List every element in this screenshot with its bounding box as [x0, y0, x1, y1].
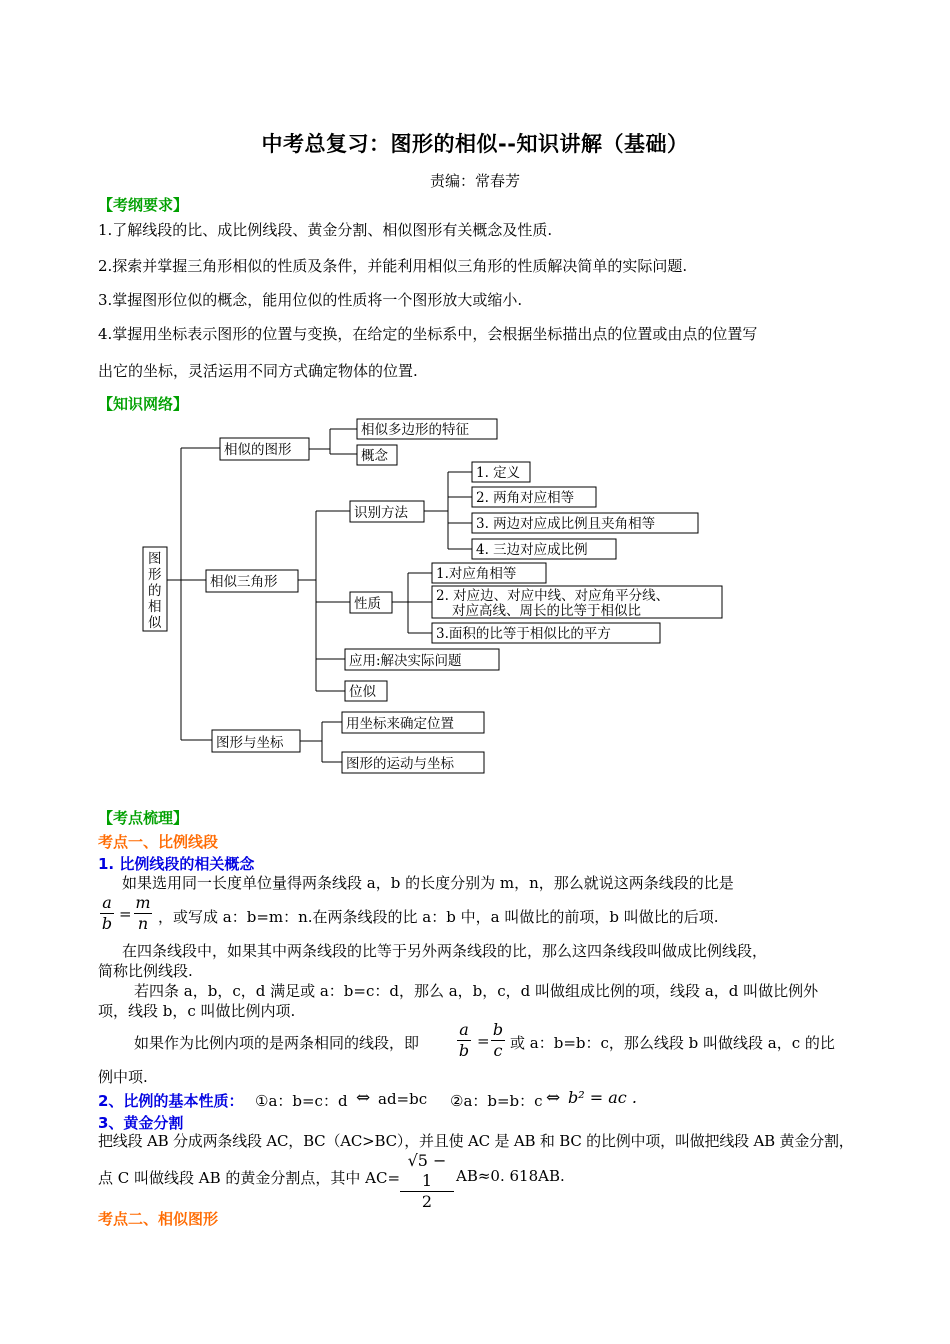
label-similar-figures: 相似的图形: [224, 442, 292, 458]
sub2-formula: b² = ac .: [568, 1088, 637, 1107]
label-apply: 应用:解决实际问题: [349, 653, 462, 669]
syllabus-item-4-cont: 出它的坐标，灵活运用不同方式确定物体的位置.: [98, 362, 418, 380]
p4-line2: 例中项.: [98, 1068, 148, 1086]
equals-sign-2: =: [477, 1032, 490, 1050]
p2-line2: 简称比例线段.: [98, 962, 193, 980]
p1-line2: ，或写成 a：b=m：n.在两条线段的比 a：b 中，a 叫做比的前项，b 叫做比的后项.: [158, 908, 719, 926]
golden-line2b: AB≈0. 618AB.: [456, 1167, 565, 1185]
syllabus-item-1: 1.了解线段的比、成比例线段、黄金分割、相似图形有关概念及性质.: [98, 221, 553, 239]
p2-line1: 在四条线段中，如果其中两条线段的比等于另外两条线段的比，那么这四条线段叫做成比例线段，: [122, 942, 768, 960]
p3-line2: 项，线段 b，c 叫做比例内项.: [98, 1002, 296, 1020]
sub2-label: 2、比例的基本性质：: [98, 1092, 244, 1110]
sub2-text3: ②a：b=b：c: [450, 1092, 543, 1110]
label-sss: 4. 三边对应成比例: [476, 542, 588, 558]
knowledge-network-diagram: [0, 410, 950, 790]
golden-line1: 把线段 AB 分成两条线段 AC，BC（AC>BC），并且使 AC 是 AB 和 BC 的比例中项，叫做把线段 AB 黄金分割，: [98, 1132, 854, 1150]
syllabus-item-2: 2.探索并掌握三角形相似的性质及条件，并能利用相似三角形的性质解决简单的实际问题.: [98, 257, 688, 275]
p4-line1b: 或 a：b=b：c，那么线段 b 叫做线段 a，c 的比: [510, 1034, 835, 1052]
iff-symbol-2: ⇔: [546, 1088, 561, 1108]
frac-num-a: a: [102, 893, 112, 912]
p4-line1a: 如果作为比例内项的是两条相同的线段，即: [134, 1034, 420, 1052]
label-aa: 2. 两角对应相等: [476, 490, 575, 506]
label-p2b: 对应高线、周长的比等于相似比: [452, 603, 641, 619]
points-header: 【考点梳理】: [98, 809, 189, 827]
point2-heading: 考点二、相似图形: [98, 1210, 219, 1228]
label-coord-move: 图形的运动与坐标: [346, 756, 454, 772]
frac-den-b: b: [101, 914, 113, 933]
golden-num: √5 − 1: [407, 1151, 447, 1190]
label-identify: 识别方法: [354, 505, 408, 521]
iff-symbol-1: ⇔: [356, 1088, 371, 1108]
p1-line1: 如果选用同一长度单位量得两条线段 a，b 的长度分别为 m，n，那么就说这两条线段的比是: [122, 874, 734, 892]
author-line: 责编：常春芳: [429, 172, 520, 190]
sub2-text2: ad=bc: [378, 1090, 428, 1108]
network-header: 【知识网络】: [98, 395, 189, 413]
root-char-4: 相: [148, 599, 162, 615]
sub2-text1: ①a：b=c：d: [255, 1092, 348, 1110]
frac-den-n: n: [137, 914, 149, 933]
page-title: 中考总复习：图形的相似--知识讲解（基础）: [261, 132, 689, 156]
root-char-5: 似: [148, 615, 162, 631]
sub3-heading: 3、黄金分割: [98, 1114, 184, 1132]
syllabus-header: 【考纲要求】: [98, 196, 189, 214]
golden-den: 2: [421, 1192, 433, 1211]
label-concept: 概念: [361, 448, 388, 464]
frac-num-m: m: [135, 893, 151, 912]
p3-line1: 若四条 a，b，c，d 满足或 a：b=c：d，那么 a，b，c，d 叫做组成比例的项，线段 a，d 叫做比例外: [134, 982, 819, 1000]
syllabus-item-4: 4.掌握用坐标表示图形的位置与变换，在给定的坐标系中，会根据坐标描出点的位置或由点的位置写: [98, 325, 758, 343]
syllabus-item-3: 3.掌握图形位似的概念，能用位似的性质将一个图形放大或缩小.: [98, 291, 523, 309]
frac3-num-b: b: [492, 1020, 504, 1039]
label-coords: 图形与坐标: [216, 735, 284, 751]
fraction-m-over-n: [134, 893, 152, 934]
equals-sign-1: =: [119, 905, 132, 923]
label-similar-triangles: 相似三角形: [210, 574, 278, 590]
fraction-b-over-c: [491, 1020, 505, 1061]
golden-ratio-fraction: [400, 1151, 454, 1212]
label-def: 1. 定义: [476, 465, 521, 481]
root-char-1: 图: [148, 551, 162, 567]
label-coord-pos: 用坐标来确定位置: [346, 716, 454, 732]
root-char-2: 形: [148, 567, 162, 583]
root-char-3: 的: [148, 583, 162, 599]
label-p2a: 2. 对应边、对应中线、对应角平分线、: [436, 588, 670, 604]
frac2-den-b: b: [458, 1041, 470, 1060]
golden-line2a: 点 C 叫做线段 AB 的黄金分割点，其中 AC=: [98, 1169, 401, 1187]
label-p1: 1.对应角相等: [436, 566, 517, 582]
frac2-num-a: a: [459, 1020, 469, 1039]
fraction-a-over-b-2: [457, 1020, 471, 1061]
label-p3: 3.面积的比等于相似比的平方: [436, 626, 611, 642]
label-homothety: 位似: [349, 684, 376, 700]
fraction-a-over-b: [100, 893, 114, 934]
point1-heading: 考点一、比例线段: [98, 833, 219, 851]
label-polygon-features: 相似多边形的特征: [361, 422, 469, 438]
sub1-heading: 1. 比例线段的相关概念: [98, 855, 255, 873]
frac3-den-c: c: [493, 1041, 503, 1060]
label-property: 性质: [354, 596, 381, 612]
label-sas: 3. 两边对应成比例且夹角相等: [476, 516, 656, 532]
